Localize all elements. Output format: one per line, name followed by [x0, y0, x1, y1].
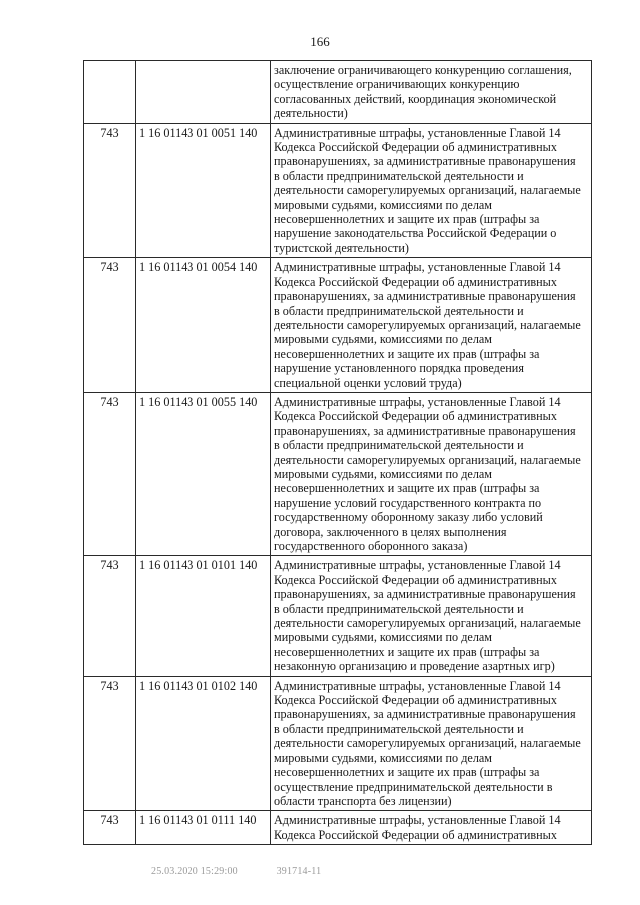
- description-cell: [271, 556, 592, 676]
- description-line: области транспорта без лицензии): [274, 793, 452, 808]
- budget-code-cell: 1 16 01143 01 0102 140: [136, 676, 271, 811]
- admin-code-cell: 743: [84, 556, 136, 676]
- description-line: Кодекса Российской Федерации об административных: [274, 572, 557, 587]
- description-line: несовершеннолетних и защите их прав (штрафы за: [274, 644, 540, 659]
- budget-code-cell: 1 16 01143 01 0055 140: [136, 392, 271, 555]
- admin-code-cell: 743: [84, 811, 136, 845]
- description-line: деятельности саморегулируемых организаций, налагаемые: [274, 736, 581, 751]
- description-cell: [271, 811, 592, 845]
- description-line: Кодекса Российской Федерации об административных: [274, 693, 557, 708]
- table-row: [84, 392, 592, 555]
- description-line: осуществление предпринимательской деятельности в: [274, 779, 553, 794]
- admin-code-cell: 743: [84, 123, 136, 258]
- footer-stamp: [151, 866, 357, 877]
- description-line: правонарушениях, за административные правонарушения: [274, 289, 576, 304]
- description-cell: [271, 61, 592, 124]
- description-line: Кодекса Российской Федерации об административных: [274, 409, 557, 424]
- description-line: несовершеннолетних и защите их прав (штрафы за: [274, 765, 540, 780]
- budget-code-cell: 1 16 01143 01 0051 140: [136, 123, 271, 258]
- description-line: деятельности): [274, 106, 348, 121]
- description-cell: [271, 123, 592, 258]
- description-cell: [271, 258, 592, 393]
- budget-code-cell: 1 16 01143 01 0101 140: [136, 556, 271, 676]
- admin-code-cell: 743: [84, 392, 136, 555]
- page-number: 166: [310, 34, 330, 49]
- description-line: нарушение законодательства Российской Федерации о: [274, 226, 557, 241]
- description-line: деятельности саморегулируемых организаций, налагаемые: [274, 616, 581, 631]
- description-line: в области предпринимательской деятельности и: [274, 303, 524, 318]
- description-line: согласованных действий, координация экономической: [274, 91, 557, 106]
- table-row: [84, 61, 592, 124]
- description-line: Кодекса Российской Федерации об административных: [274, 274, 557, 289]
- description-line: заключение ограничивающего конкуренцию соглашения,: [274, 63, 572, 77]
- table-row: [84, 556, 592, 676]
- description-line: Административные штрафы, установленные Главой 14: [274, 394, 561, 409]
- admin-code-cell: [84, 61, 136, 124]
- description-line: Административные штрафы, установленные Главой 14: [274, 678, 561, 693]
- description-line: Административные штрафы, установленные Главой 14: [274, 558, 561, 573]
- description-line: нарушение условий государственного контракта по: [274, 495, 542, 510]
- description-line: мировыми судьями, комиссиями по делам: [274, 630, 493, 645]
- description-line: договора, заключенного в целях выполнения: [274, 524, 507, 539]
- description-line: деятельности саморегулируемых организаций, налагаемые: [274, 317, 581, 332]
- description-line: Административные штрафы, установленные Главой 14: [274, 125, 561, 140]
- description-line: правонарушениях, за административные правонарушения: [274, 423, 576, 438]
- table-row: [84, 258, 592, 393]
- description-line: в области предпринимательской деятельности и: [274, 438, 524, 453]
- description-line: государственного оборонного заказа): [274, 539, 468, 553]
- budget-code-cell: 1 16 01143 01 0054 140: [136, 258, 271, 393]
- description-line: незаконную организацию и проведение азартных игр): [274, 659, 555, 674]
- description-line: в области предпринимательской деятельности и: [274, 601, 524, 616]
- description-line: правонарушениях, за административные правонарушения: [274, 707, 576, 722]
- table-row: [84, 123, 592, 258]
- budget-code-cell: 1 16 01143 01 0111 140: [136, 811, 271, 845]
- admin-code-cell: 743: [84, 676, 136, 811]
- description-cell: [271, 676, 592, 811]
- description-line: нарушение установленного порядка проведения: [274, 361, 524, 376]
- table-row: [84, 676, 592, 811]
- description-line: туристской деятельности): [274, 240, 409, 255]
- description-line: в области предпринимательской деятельности и: [274, 168, 524, 183]
- budget-codes-table: [83, 60, 592, 845]
- description-line: мировыми судьями, комиссиями по делам: [274, 750, 493, 765]
- description-line: осуществление ограничивающих конкуренцию: [274, 77, 520, 92]
- footer-doc-code: 391714-11: [276, 866, 322, 877]
- description-line: несовершеннолетних и защите их прав (штрафы за: [274, 212, 540, 227]
- description-line: правонарушениях, за административные правонарушения: [274, 154, 576, 169]
- table-body: [84, 61, 592, 845]
- description-line: деятельности саморегулируемых организаций, налагаемые: [274, 183, 581, 198]
- description-line: государственному оборонному заказу либо условий: [274, 510, 543, 525]
- description-line: в области предпринимательской деятельности и: [274, 721, 524, 736]
- description-line: Административные штрафы, установленные Главой 14: [274, 813, 561, 828]
- description-line: Кодекса Российской Федерации об административных: [274, 827, 557, 842]
- description-line: Кодекса Российской Федерации об административных: [274, 140, 557, 155]
- description-line: несовершеннолетних и защите их прав (штрафы за: [274, 481, 540, 496]
- description-line: деятельности саморегулируемых организаций, налагаемые: [274, 452, 581, 467]
- footer-timestamp: 25.03.2020 15:29:00: [151, 866, 238, 877]
- description-line: Административные штрафы, установленные Главой 14: [274, 260, 561, 275]
- description-line: несовершеннолетних и защите их прав (штрафы за: [274, 346, 540, 361]
- admin-code-cell: 743: [84, 258, 136, 393]
- description-line: мировыми судьями, комиссиями по делам: [274, 466, 493, 481]
- description-line: мировыми судьями, комиссиями по делам: [274, 197, 493, 212]
- table-row: [84, 811, 592, 845]
- description-line: специальной оценки условий труда): [274, 375, 462, 390]
- description-line: правонарушениях, за административные правонарушения: [274, 587, 576, 602]
- budget-code-cell: [136, 61, 271, 124]
- description-cell: [271, 392, 592, 555]
- description-line: мировыми судьями, комиссиями по делам: [274, 332, 493, 347]
